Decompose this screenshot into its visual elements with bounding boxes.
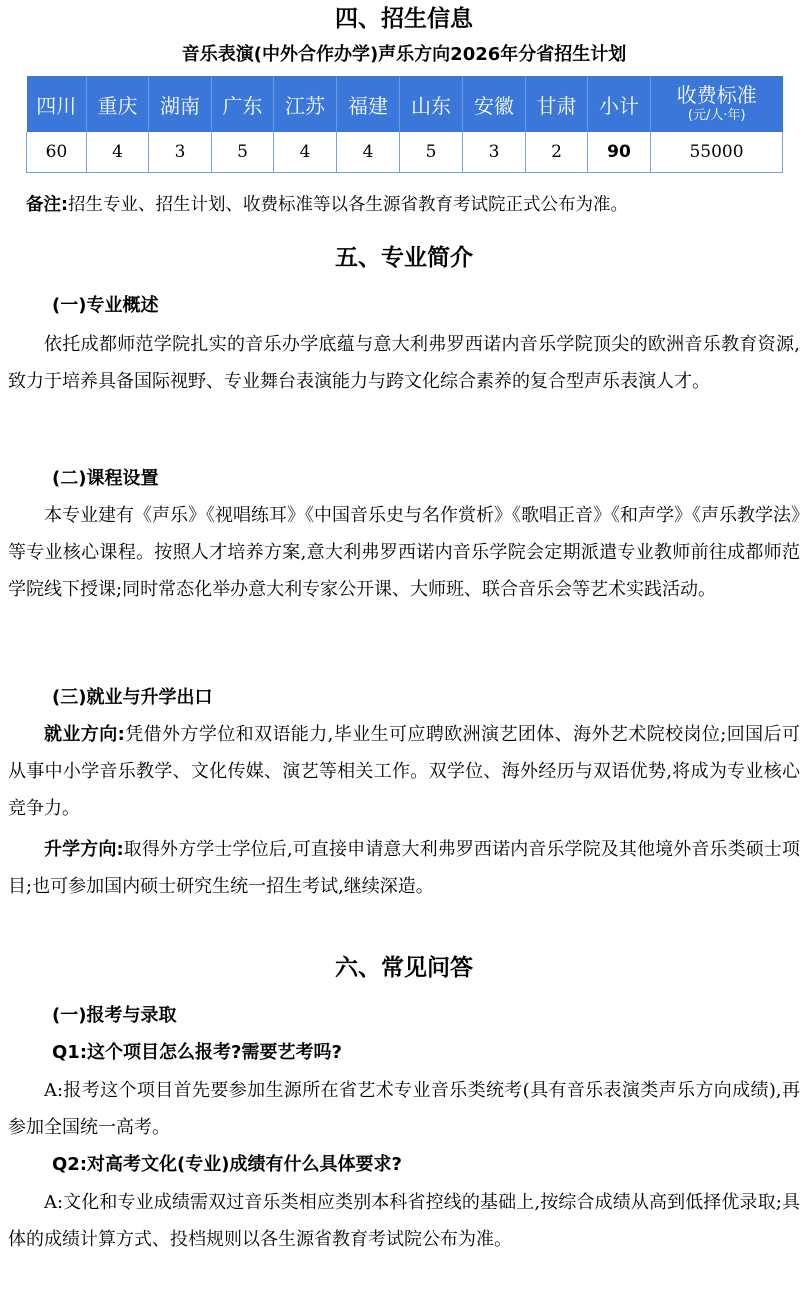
faq-question-1: Q1:这个项目怎么报考?需要艺考吗? [52,1042,342,1063]
section-courses [0,464,808,608]
section-title-program: 五、专业简介 [335,245,473,271]
table-cell: 60 [27,132,87,173]
fee-header-label: 收费标准 [676,83,757,107]
table-cell: 5 [400,132,463,173]
table-header-row [27,76,783,132]
header-cell: 山东 [400,76,463,132]
section-faq [0,953,808,1258]
employment-text: 凭借外方学位和双语能力,毕业生可应聘欧洲演艺团体、海外艺术院校岗位;回国后可从事中小学音乐教学、文化传媒、演艺等相关工作。双学位、海外经历与双语优势,将成为专业核心竞争力。 [8,724,800,819]
table-row [27,132,783,173]
table-cell: 4 [87,132,149,173]
subsection-title-career: (三)就业与升学出口 [52,687,213,708]
enrollment-plan-table [26,76,783,173]
study-text: 取得外方学士学位后,可直接申请意大利弗罗西诺内音乐学院及其他境外音乐类硕士项目;也可参加国内硕士研究生统一招生考试,继续深造。 [8,839,800,897]
header-cell: 湖南 [149,76,212,132]
header-cell: 广东 [212,76,274,132]
header-cell: 甘肃 [526,76,588,132]
section-title-enrollment: 四、招生信息 [335,6,473,32]
note-label: 备注: [26,195,68,215]
table-cell: 3 [463,132,526,173]
section-title-faq: 六、常见问答 [335,955,473,981]
employment-label: 就业方向: [44,724,125,745]
table-cell-total: 90 [588,132,651,173]
header-cell: 小计 [588,76,651,132]
fee-header-unit: (元/人·年) [687,108,746,123]
table-note [26,190,806,220]
table-cell: 2 [526,132,588,173]
section-program-intro [0,243,808,400]
faq-answer-2: A:文化和专业成绩需双过音乐类相应类别本科省控线的基础上,按综合成绩从高到低择优录取;具体的成绩计算方式、投档规则以各生源省教育考试院公布为准。 [8,1192,800,1250]
paragraph-employment [0,716,808,827]
table-cell: 4 [337,132,400,173]
paragraph-courses: 本专业建有《声乐》《视唱练耳》《中国音乐史与名作赏析》《歌唱正音》《和声学》《声乐教学法》等专业核心课程。按照人才培养方案,意大利弗罗西诺内音乐学院会定期派遣专业教师前往成都师范学院线下授课;同时常态化举办意大利专家公开课、大师班、联合音乐会等艺术实践活动。 [8,505,800,600]
header-cell-fee [651,76,783,132]
subsection-title-application: (一)报考与录取 [52,1005,177,1026]
table-cell: 3 [149,132,212,173]
header-cell: 江苏 [274,76,337,132]
faq-answer-1: A:报考这个项目首先要参加生源所在省艺术专业音乐类统考(具有音乐表演类声乐方向成绩),再参加全国统一高考。 [8,1080,800,1138]
section-career [0,683,808,905]
table-cell: 4 [274,132,337,173]
table-cell: 5 [212,132,274,173]
paragraph-overview: 依托成都师范学院扎实的音乐办学底蕴与意大利弗罗西诺内音乐学院顶尖的欧洲音乐教育资源,致力于培养具备国际视野、专业舞台表演能力与跨文化综合素养的复合型声乐表演人才。 [8,334,800,392]
header-cell: 安徽 [463,76,526,132]
table-cell-fee: 55000 [651,132,783,173]
header-cell: 四川 [27,76,87,132]
table-title: 音乐表演(中外合作办学)声乐方向2026年分省招生计划 [181,44,627,65]
subsection-title-courses: (二)课程设置 [52,468,159,489]
paragraph-study [0,831,808,905]
header-cell: 重庆 [87,76,149,132]
note-text: 招生专业、招生计划、收费标准等以各生源省教育考试院正式公布为准。 [68,195,628,215]
faq-question-2: Q2:对高考文化(专业)成绩有什么具体要求? [52,1154,402,1175]
subsection-title-overview: (一)专业概述 [52,295,159,316]
study-label: 升学方向: [44,839,124,860]
section-enrollment [0,0,808,72]
header-cell: 福建 [337,76,400,132]
